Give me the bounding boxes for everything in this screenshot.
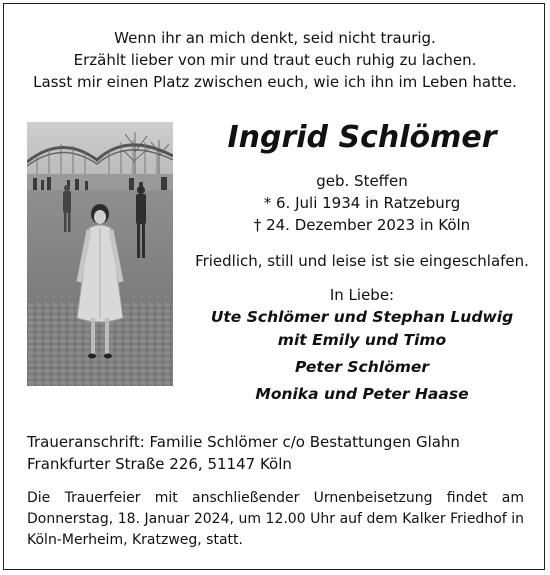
ceremony-info	[27, 488, 524, 551]
mourners-heading: In Liebe:	[329, 286, 395, 304]
statement: Friedlich, still und leise ist sie eingeschlafen.	[195, 252, 529, 270]
deceased-info	[192, 118, 532, 406]
poem	[0, 27, 550, 93]
mourning-address	[27, 431, 527, 475]
poem-line: Lasst mir einen Platz zwischen euch, wie ich ihn im Leben hatte.	[33, 73, 517, 91]
poem-line: Erzählt lieber von mir und traut euch ruhig zu lachen.	[73, 51, 477, 69]
mourner-line: mit Emily und Timo	[277, 331, 447, 349]
poem-line: Wenn ihr an mich denkt, seid nicht traurig.	[114, 29, 436, 47]
mourner-line: Peter Schlömer	[294, 358, 430, 376]
maiden-name: geb. Steffen	[316, 172, 408, 190]
birth-date: * 6. Juli 1934 in Ratzeburg	[263, 194, 461, 212]
memorial-photo-image	[27, 122, 173, 386]
mourner-line: Ute Schlömer und Stephan Ludwig	[210, 308, 514, 326]
ceremony-line: Donnerstag, 18. Januar 2024, um 12.00 Uhr auf dem Kalker Friedhof in	[27, 511, 524, 527]
address-line: Traueranschrift: Familie Schlömer c/o Bestattungen Glahn	[27, 433, 460, 451]
death-date: † 24. Dezember 2023 in Köln	[253, 216, 471, 234]
address-line: Frankfurter Straße 226, 51147 Köln	[27, 455, 292, 473]
deceased-name: Ingrid Schlömer	[227, 120, 497, 155]
mourner-line: Monika und Peter Haase	[255, 385, 469, 403]
memorial-photo	[27, 122, 173, 386]
ceremony-line: Die Trauerfeier mit anschließender Urnenbeisetzung findet am	[27, 490, 524, 506]
ceremony-line: Köln-Merheim, Kratzweg, statt.	[27, 532, 243, 548]
